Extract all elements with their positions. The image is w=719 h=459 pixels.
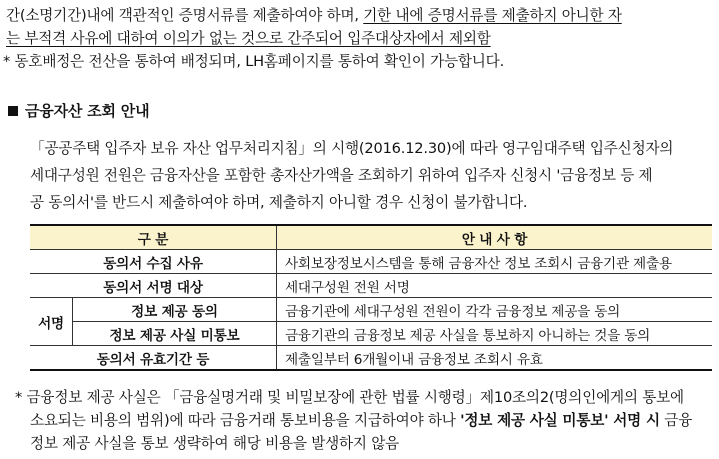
intro-line-1 — [6, 4, 622, 25]
table-row — [30, 322, 712, 346]
intro-line-1-text: 간(소명기간)내에 객관적인 증명서류를 제출하여야 하며, — [6, 7, 364, 24]
table-row — [30, 346, 712, 371]
table-row — [30, 250, 712, 274]
financial-info-table — [30, 224, 712, 371]
table-row-label: 정보 제공 사실 미통보 — [73, 322, 277, 346]
section-paragraph-line-1: 「공공주택 입주자 보유 자산 업무처리지침」의 시행(2016.12.30)에 따라 영구임대주택 입주신청자의 — [30, 140, 674, 157]
table-row — [30, 274, 712, 298]
table-row-label: 동의서 서명 대상 — [30, 274, 277, 298]
table-row-value: 세대구성원 전원 서명 — [277, 274, 713, 298]
table-header-row — [30, 225, 712, 250]
square-bullet-icon — [8, 106, 18, 116]
intro-line-2: 는 부적격 사유에 대하여 이의가 없는 것으로 간주되어 입주대상자에서 제외함 — [6, 30, 491, 47]
table-row-value: 사회보장정보시스템을 통해 금융자산 정보 조회시 금융기관 제출용 — [277, 250, 713, 274]
section-heading — [8, 100, 149, 121]
table-row-value: 금융기관에 세대구성원 전원이 각각 금융정보 제공을 동의 — [277, 298, 713, 322]
section-paragraph-line-2: 세대구성원 전원은 금융자산을 포함한 총자산가액을 조회하기 위하여 입주자 신청시 '금융정보 등 제 — [30, 167, 653, 184]
footnote-line-1: * 금융정보 제공 사실은 「금융실명거래 및 비밀보장에 관한 법률 시행령」제10조의2(명의인에게의 통보에 — [15, 389, 684, 406]
table-row-label: 동의서 유효기간 등 — [30, 346, 277, 371]
table-row-label: 정보 제공 동의 — [73, 298, 277, 322]
table-row-value: 제출일부터 6개월이내 금융정보 조회시 유효 — [277, 346, 713, 371]
section-paragraph-line-3: 공 동의서'를 반드시 제출하여야 하며, 제출하지 아니할 경우 신청이 불가합니다. — [30, 194, 528, 211]
footnote-line-3: 정보 제공 사실을 통보 생략하여 해당 비용을 발생하지 않음 — [30, 435, 400, 452]
footnote-line-2-bold: '정보 제공 사실 미통보' 서명 시 — [460, 412, 660, 429]
table-row-value: 금융기관의 금융정보 제공 사실을 통보하지 아니하는 것을 동의 — [277, 322, 713, 346]
section-heading-text: 금융자산 조회 안내 — [25, 102, 150, 120]
table-group-label: 서명 — [30, 298, 73, 346]
intro-line-1-underlined: 기한 내에 증명서류를 제출하지 아니한 자 — [363, 7, 622, 24]
footnote-line-2-end: 금융 — [659, 412, 693, 429]
footnote-line-2 — [30, 409, 692, 430]
table-row-label: 동의서 수집 사유 — [30, 250, 277, 274]
footnote-line-2-text: 소요되는 비용의 범위)에 따라 금융거래 통보비용을 지급하여야 하나 — [30, 412, 461, 429]
intro-note: * 동호배정은 전산을 통하여 배정되며, LH홈페이지를 통하여 확인이 가능합니다. — [3, 53, 505, 70]
table-header-guidance: 안 내 사 항 — [277, 225, 713, 250]
table-row — [30, 298, 712, 322]
table-header-category: 구 분 — [30, 225, 277, 250]
